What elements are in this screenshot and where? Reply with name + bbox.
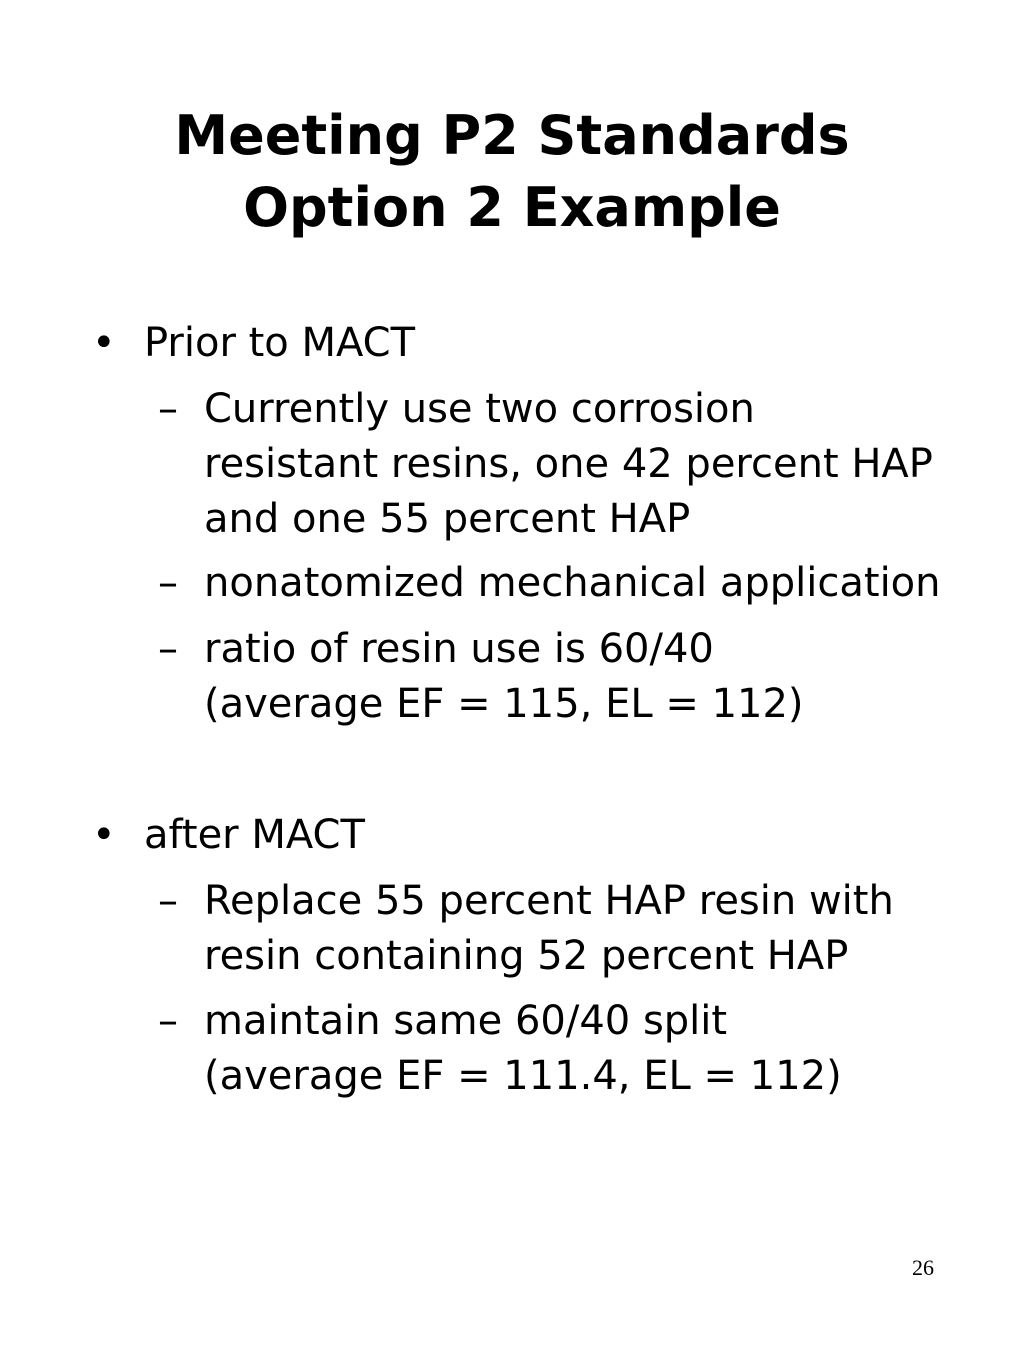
bullet-label: after MACT bbox=[144, 812, 365, 858]
sub-item-text bbox=[204, 556, 941, 611]
sub-line: resistant resins, one 42 percent HAP bbox=[204, 441, 933, 487]
page-number: 26 bbox=[912, 1255, 934, 1280]
sub-line: maintain same 60/40 split bbox=[204, 998, 728, 1044]
bullet-dot: • bbox=[92, 812, 116, 858]
sub-item-replace bbox=[158, 874, 894, 984]
sub-item-text bbox=[204, 622, 804, 732]
sub-item-text bbox=[204, 874, 894, 984]
sub-line: nonatomized mechanical application bbox=[204, 560, 941, 606]
sub-line: resin containing 52 percent HAP bbox=[204, 933, 849, 979]
dash-marker: – bbox=[158, 386, 178, 432]
sub-item-application bbox=[158, 556, 941, 611]
sub-line: and one 55 percent HAP bbox=[204, 496, 691, 542]
sub-item-resins bbox=[158, 382, 933, 547]
sub-line: (average EF = 115, EL = 112) bbox=[204, 681, 804, 727]
dash-marker: – bbox=[158, 998, 178, 1044]
title-line-1: Meeting P2 Standards bbox=[174, 104, 850, 167]
sub-line: ratio of resin use is 60/40 bbox=[204, 626, 714, 672]
bullet-prior-to-mact bbox=[92, 316, 415, 371]
sub-item-ratio bbox=[158, 622, 804, 732]
sub-line: Replace 55 percent HAP resin with bbox=[204, 878, 894, 924]
dash-marker: – bbox=[158, 878, 178, 924]
sub-item-text bbox=[204, 994, 842, 1104]
title-line-2: Option 2 Example bbox=[243, 176, 781, 239]
bullet-dot: • bbox=[92, 320, 116, 366]
sub-line: Currently use two corrosion bbox=[204, 386, 755, 432]
sub-item-text bbox=[204, 382, 933, 547]
dash-marker: – bbox=[158, 560, 178, 606]
bullet-after-mact bbox=[92, 808, 365, 863]
dash-marker: – bbox=[158, 626, 178, 672]
sub-item-split bbox=[158, 994, 842, 1104]
bullet-label: Prior to MACT bbox=[144, 320, 416, 366]
sub-line: (average EF = 111.4, EL = 112) bbox=[204, 1053, 842, 1099]
